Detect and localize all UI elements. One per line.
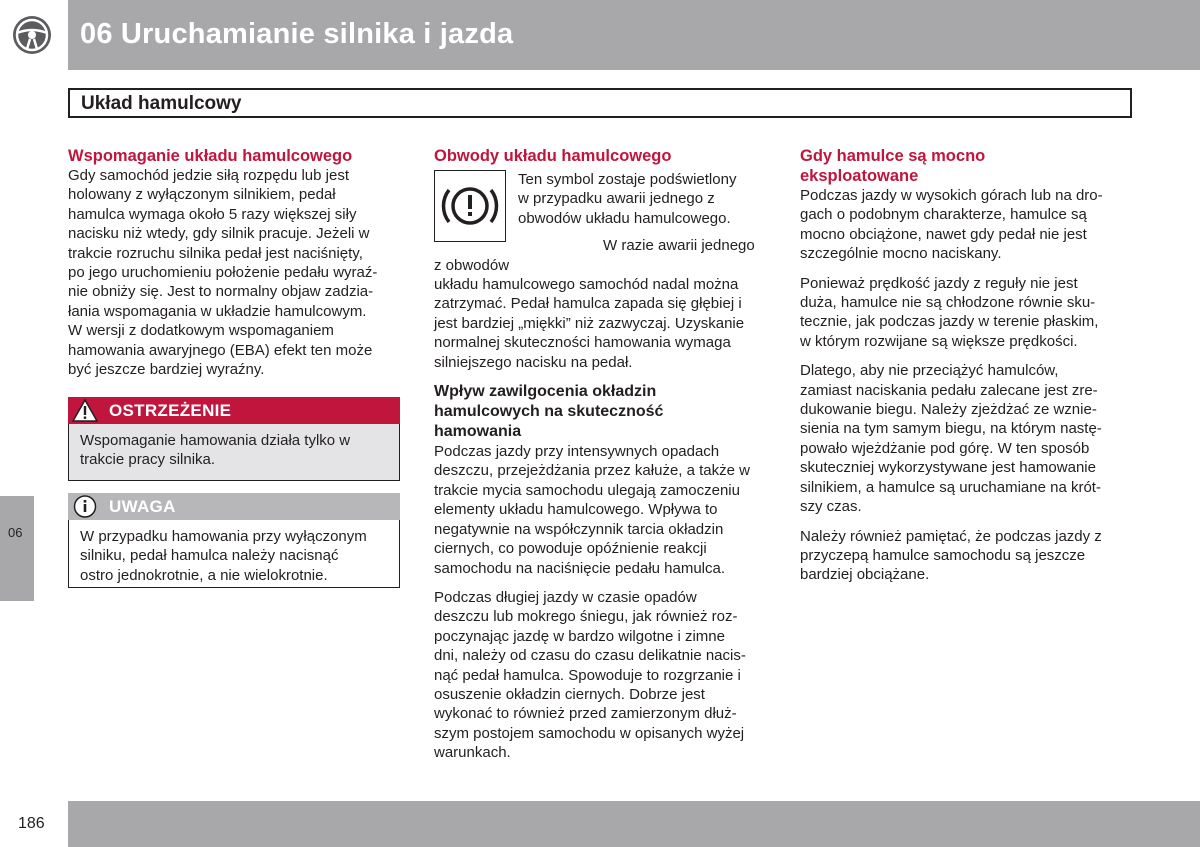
chapter-side-tab bbox=[0, 496, 34, 601]
note-label: UWAGA bbox=[109, 497, 176, 516]
brake-assist-paragraph: Gdy samochód jedzie siłą rozpędu lub jest holowany z wyłączonym silnikiem, pedał hamulca wymaga około 5 razy większej siły nacisku niż wtedy, gdy silnik pracuje. Jeżeli w trakcie rozruchu silnika pedał jest naciśnięty, po jego uruchomieniu położenie pedału wyraź- nie obniży się. Jest to normalny objaw zadzia- łania wspomagania w układzie hamulcowym. W wersji z dodatkowym wspomaganiem hamowania awaryjnego (EBA) efekt ten może być jeszcze bardziej wyraźny. bbox=[68, 167, 378, 379]
symbol-row bbox=[434, 170, 766, 228]
section-title-box bbox=[68, 88, 1132, 118]
steering-wheel-icon bbox=[12, 15, 52, 55]
column-1 bbox=[68, 146, 400, 379]
brake-symbol-box bbox=[434, 170, 506, 242]
cooling-paragraph: Ponieważ prędkość jazdy z reguły nie jest duża, hamulce nie są chłodzone równie sku- tecznie, jak podczas jazdy w terenie płaskim, w którym rozwijane są większe prędkości. bbox=[800, 274, 1099, 350]
chapter-title: 06 Uruchamianie silnika i jazda bbox=[80, 18, 514, 50]
mountain-paragraph: Podczas jazdy w wysokich górach lub na dro- gach o podobnym charakterze, hamulce są mocno obciążone, nawet gdy pedał nie jest szczególnie mocno naciskany. bbox=[800, 187, 1103, 263]
trailer-paragraph: Należy również pamiętać, że podczas jazdy z przyczepą hamulce samochodu są jeszcze bardziej obciążane. bbox=[800, 527, 1102, 584]
header-icon-area bbox=[0, 0, 68, 70]
heading-brake-circuits: Obwody układu hamulcowego bbox=[434, 147, 672, 165]
brake-warning-icon bbox=[439, 181, 501, 231]
downshift-paragraph: Dlatego, aby nie przeciążyć hamulców, zamiast naciskania pedału zalecane jest zre- dukowanie biegu. Należy zjeżdżać ze wznie- sienia na tym samym biegu, na którym nastę- powało wjeżdżanie pod górę. W ten sposób skuteczniej wykorzystywane jest hamowanie silnikiem, a hamulce są uruchamiane na krót- szy czas. bbox=[800, 362, 1102, 516]
footer-band bbox=[68, 801, 1200, 847]
circuit-failure-paragraph: W razie awarii jednego z obwodów układu hamulcowego samochód nadal można zatrzymać. Pedał hamulca zapada się głębiej i jest bardziej „miękki” niż zazwyczaj. Uzyskanie normalnej skuteczności hamowania wymaga silniejszego nacisku na pedał. bbox=[434, 237, 755, 371]
column-2 bbox=[434, 146, 766, 763]
warning-label: OSTRZEŻENIE bbox=[109, 401, 232, 420]
note-header bbox=[68, 493, 400, 520]
note-body bbox=[68, 520, 400, 588]
warning-body bbox=[68, 424, 400, 481]
column-3 bbox=[800, 146, 1132, 585]
heading-brake-assist: Wspomaganie układu hamulcowego bbox=[68, 147, 353, 165]
warning-text: Wspomaganie hamowania działa tylko w trakcie pracy silnika. bbox=[80, 432, 351, 469]
note-box bbox=[68, 493, 400, 588]
warning-triangle-icon bbox=[72, 399, 98, 422]
heading-heavy-use: Gdy hamulce są mocno eksploatowane bbox=[800, 147, 986, 185]
long-rain-paragraph: Podczas długiej jazdy w czasie opadów deszczu lub mokrego śniegu, jak również roz- poczynając jazdę w bardzo wilgotne i zimne dni, należy od czasu do czasu delikatnie nacis- nąć pedał hamulca. Spowoduje to rozgrzanie i osuszenie okładzin ciernych. Dobrze jest wykonać to również przed zamierzonym dłuż- szym postojem samochodu w opisanych wyżej warunkach. bbox=[434, 588, 746, 762]
wet-brakes-paragraph: Podczas jazdy przy intensywnych opadach deszczu, przejeżdżania przez kałuże, a także w trakcie mycia samochodu ulegają zamoczeniu elementy układu hamulcowego. Wpływa to negatywnie na współczynnik tarcia okładzin ciernych, co powoduje opóźnienie reakcji samochodu na naciśnięcie pedału hamulca. bbox=[434, 443, 750, 577]
brake-symbol-text: Ten symbol zostaje podświetlony w przypadku awarii jednego z obwodów układu hamulcowego. bbox=[518, 171, 737, 227]
info-icon bbox=[72, 495, 98, 518]
warning-box bbox=[68, 397, 400, 481]
page-number: 186 bbox=[18, 815, 45, 832]
section-title: Układ hamulcowy bbox=[81, 93, 242, 114]
side-tab-label: 06 bbox=[8, 525, 23, 540]
note-text: W przypadku hamowania przy wyłączonym silniku, pedał hamulca należy nacisnąć ostro jednokrotnie, a nie wielokrotnie. bbox=[80, 528, 367, 584]
warning-header bbox=[68, 397, 400, 424]
subheading-wet-brakes: Wpływ zawilgocenia okładzin hamulcowych na skuteczność hamowania bbox=[434, 383, 664, 441]
